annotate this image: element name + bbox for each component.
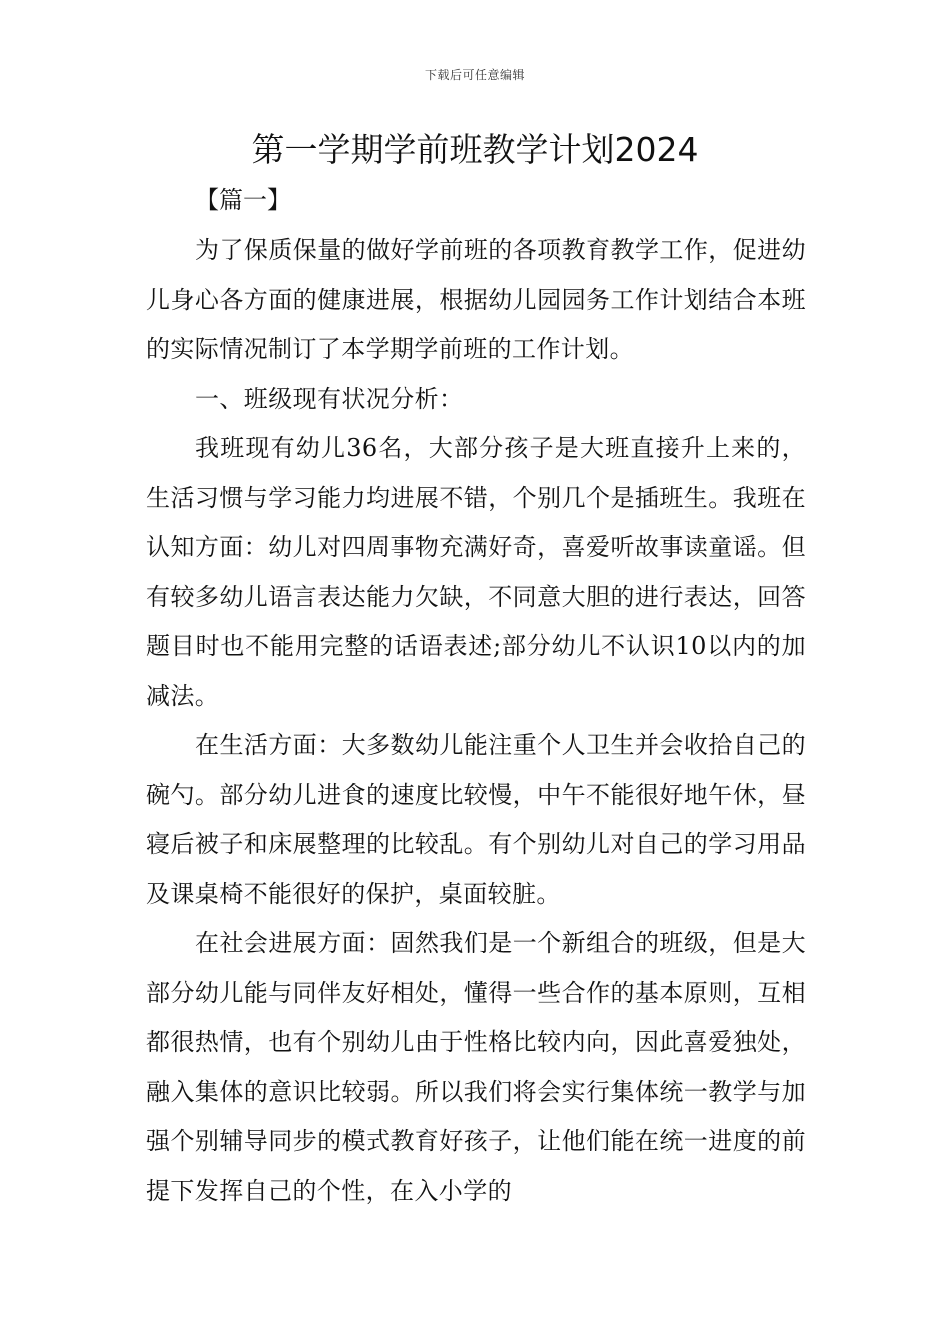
- section-label: 【篇一】: [195, 186, 291, 214]
- life-aspect-paragraph: 在生活方面：大多数幼儿能注重个人卫生并会收拾自己的碗勺。部分幼儿进食的速度比较慢，中午不能很好地午休，昼寝后被子和床展整理的比较乱。有个别幼儿对自己的学习用品及课桌椅不能很好的保护，桌面较脏。: [146, 731, 806, 908]
- header-note: 下载后可任意编辑: [424, 68, 525, 82]
- document-title: 第一学期学前班教学计划2024: [251, 130, 699, 169]
- section-heading: 一、班级现有状况分析：: [195, 384, 464, 413]
- class-analysis-paragraph: 我班现有幼儿36名，大部分孩子是大班直接升上来的，生活习惯与学习能力均进展不错，个别几个是插班生。我班在认知方面：幼儿对四周事物充满好奇，喜爱听故事读童谣。但有较多幼儿语言表达能力欠缺，不同意大胆的进行表达，回答题目时也不能用完整的话语表述;部分幼儿不认识10以内的加减法。: [146, 434, 806, 710]
- intro-paragraph: 为了保质保量的做好学前班的各项教育教学工作，促进幼儿身心各方面的健康进展，根据幼儿园园务工作计划结合本班的实际情况制订了本学期学前班的工作计划。: [146, 236, 806, 363]
- document-body: [146, 226, 806, 1216]
- social-aspect-paragraph: 在社会进展方面：固然我们是一个新组合的班级，但是大部分幼儿能与同伴友好相处，懂得一些合作的基本原则，互相都很热情，也有个别幼儿由于性格比较内向，因此喜爱独处，融入集体的意识比较弱。所以我们将会实行集体统一教学与加强个别辅导同步的模式教育好孩子，让他们能在统一进度的前提下发挥自己的个性，在入小学的: [146, 929, 806, 1205]
